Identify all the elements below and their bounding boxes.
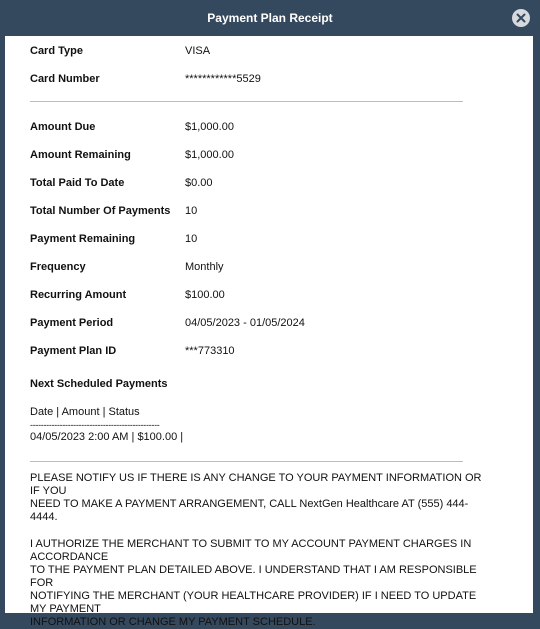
- payment-remaining-label: Payment Remaining: [30, 233, 136, 245]
- recurring-amount-value: $100.00: [185, 289, 225, 301]
- dialog-titlebar: [0, 0, 540, 36]
- close-button[interactable]: [512, 9, 530, 27]
- authorization-notice: I AUTHORIZE THE MERCHANT TO SUBMIT TO MY ACCOUNT PAYMENT CHARGES IN ACCORDANCE TO THE PAYMENT PLAN DETAILED ABOVE. I UNDERSTAND THAT I AM RESPONSIBLE FOR NOTIFYING THE MERCHANT (YOUR HEALTHCARE PROVIDER) IF I NEED TO UPDATE MY PAYMENT INFORMATION OR CHANGE MY PAYMENT SCHEDULE.: [30, 538, 477, 628]
- contact-notice: PLEASE NOTIFY US IF THERE IS ANY CHANGE TO YOUR PAYMENT INFORMATION OR IF YOU NEED TO MAKE A PAYMENT ARRANGEMENT, CALL NextGen Healthcare AT (555) 444-4444.: [30, 472, 482, 523]
- payment-remaining-row: [30, 225, 503, 253]
- schedule-row: 04/05/2023 2:00 AM | $100.00 |: [30, 431, 184, 443]
- total-paid-row: [30, 169, 503, 197]
- amount-remaining-value: $1,000.00: [185, 149, 234, 161]
- schedule-header: Date | Amount | Status: [30, 406, 140, 418]
- frequency-row: [30, 253, 503, 281]
- plan-details-section: [30, 113, 503, 365]
- total-paid-value: $0.00: [185, 177, 213, 189]
- amount-due-label: Amount Due: [30, 121, 96, 133]
- payment-period-row: [30, 309, 503, 337]
- amount-due-value: $1,000.00: [185, 121, 234, 133]
- amount-remaining-row: [30, 141, 503, 169]
- payment-plan-id-value: ***773310: [185, 345, 235, 357]
- amount-remaining-label: Amount Remaining: [30, 149, 131, 161]
- card-number-value: ************5529: [185, 73, 261, 85]
- payment-remaining-value: 10: [185, 233, 198, 245]
- card-type-row: [30, 37, 503, 65]
- card-type-label: Card Type: [30, 45, 83, 57]
- card-section: [30, 36, 503, 93]
- payment-period-value: 04/05/2023 - 01/05/2024: [185, 317, 305, 329]
- total-payments-row: [30, 197, 503, 225]
- recurring-amount-row: [30, 281, 503, 309]
- payment-plan-id-row: [30, 337, 503, 365]
- schedule-separator: ------------------------------------------------: [30, 420, 160, 430]
- receipt-content[interactable]: [5, 36, 533, 628]
- divider: [30, 461, 463, 462]
- amount-due-row: [30, 113, 503, 141]
- card-type-value: VISA: [185, 45, 211, 57]
- frequency-value: Monthly: [185, 261, 224, 273]
- total-payments-label: Total Number Of Payments: [30, 205, 171, 217]
- dialog-title: Payment Plan Receipt: [207, 11, 333, 25]
- frequency-label: Frequency: [30, 261, 86, 273]
- payment-period-label: Payment Period: [30, 317, 114, 329]
- recurring-amount-label: Recurring Amount: [30, 289, 127, 301]
- payment-plan-id-label: Payment Plan ID: [30, 345, 117, 357]
- total-payments-value: 10: [185, 205, 198, 217]
- total-paid-label: Total Paid To Date: [30, 177, 125, 189]
- close-icon: [516, 13, 526, 23]
- card-number-label: Card Number: [30, 73, 100, 85]
- card-number-row: [30, 65, 503, 93]
- next-scheduled-payments-title: Next Scheduled Payments: [30, 378, 168, 390]
